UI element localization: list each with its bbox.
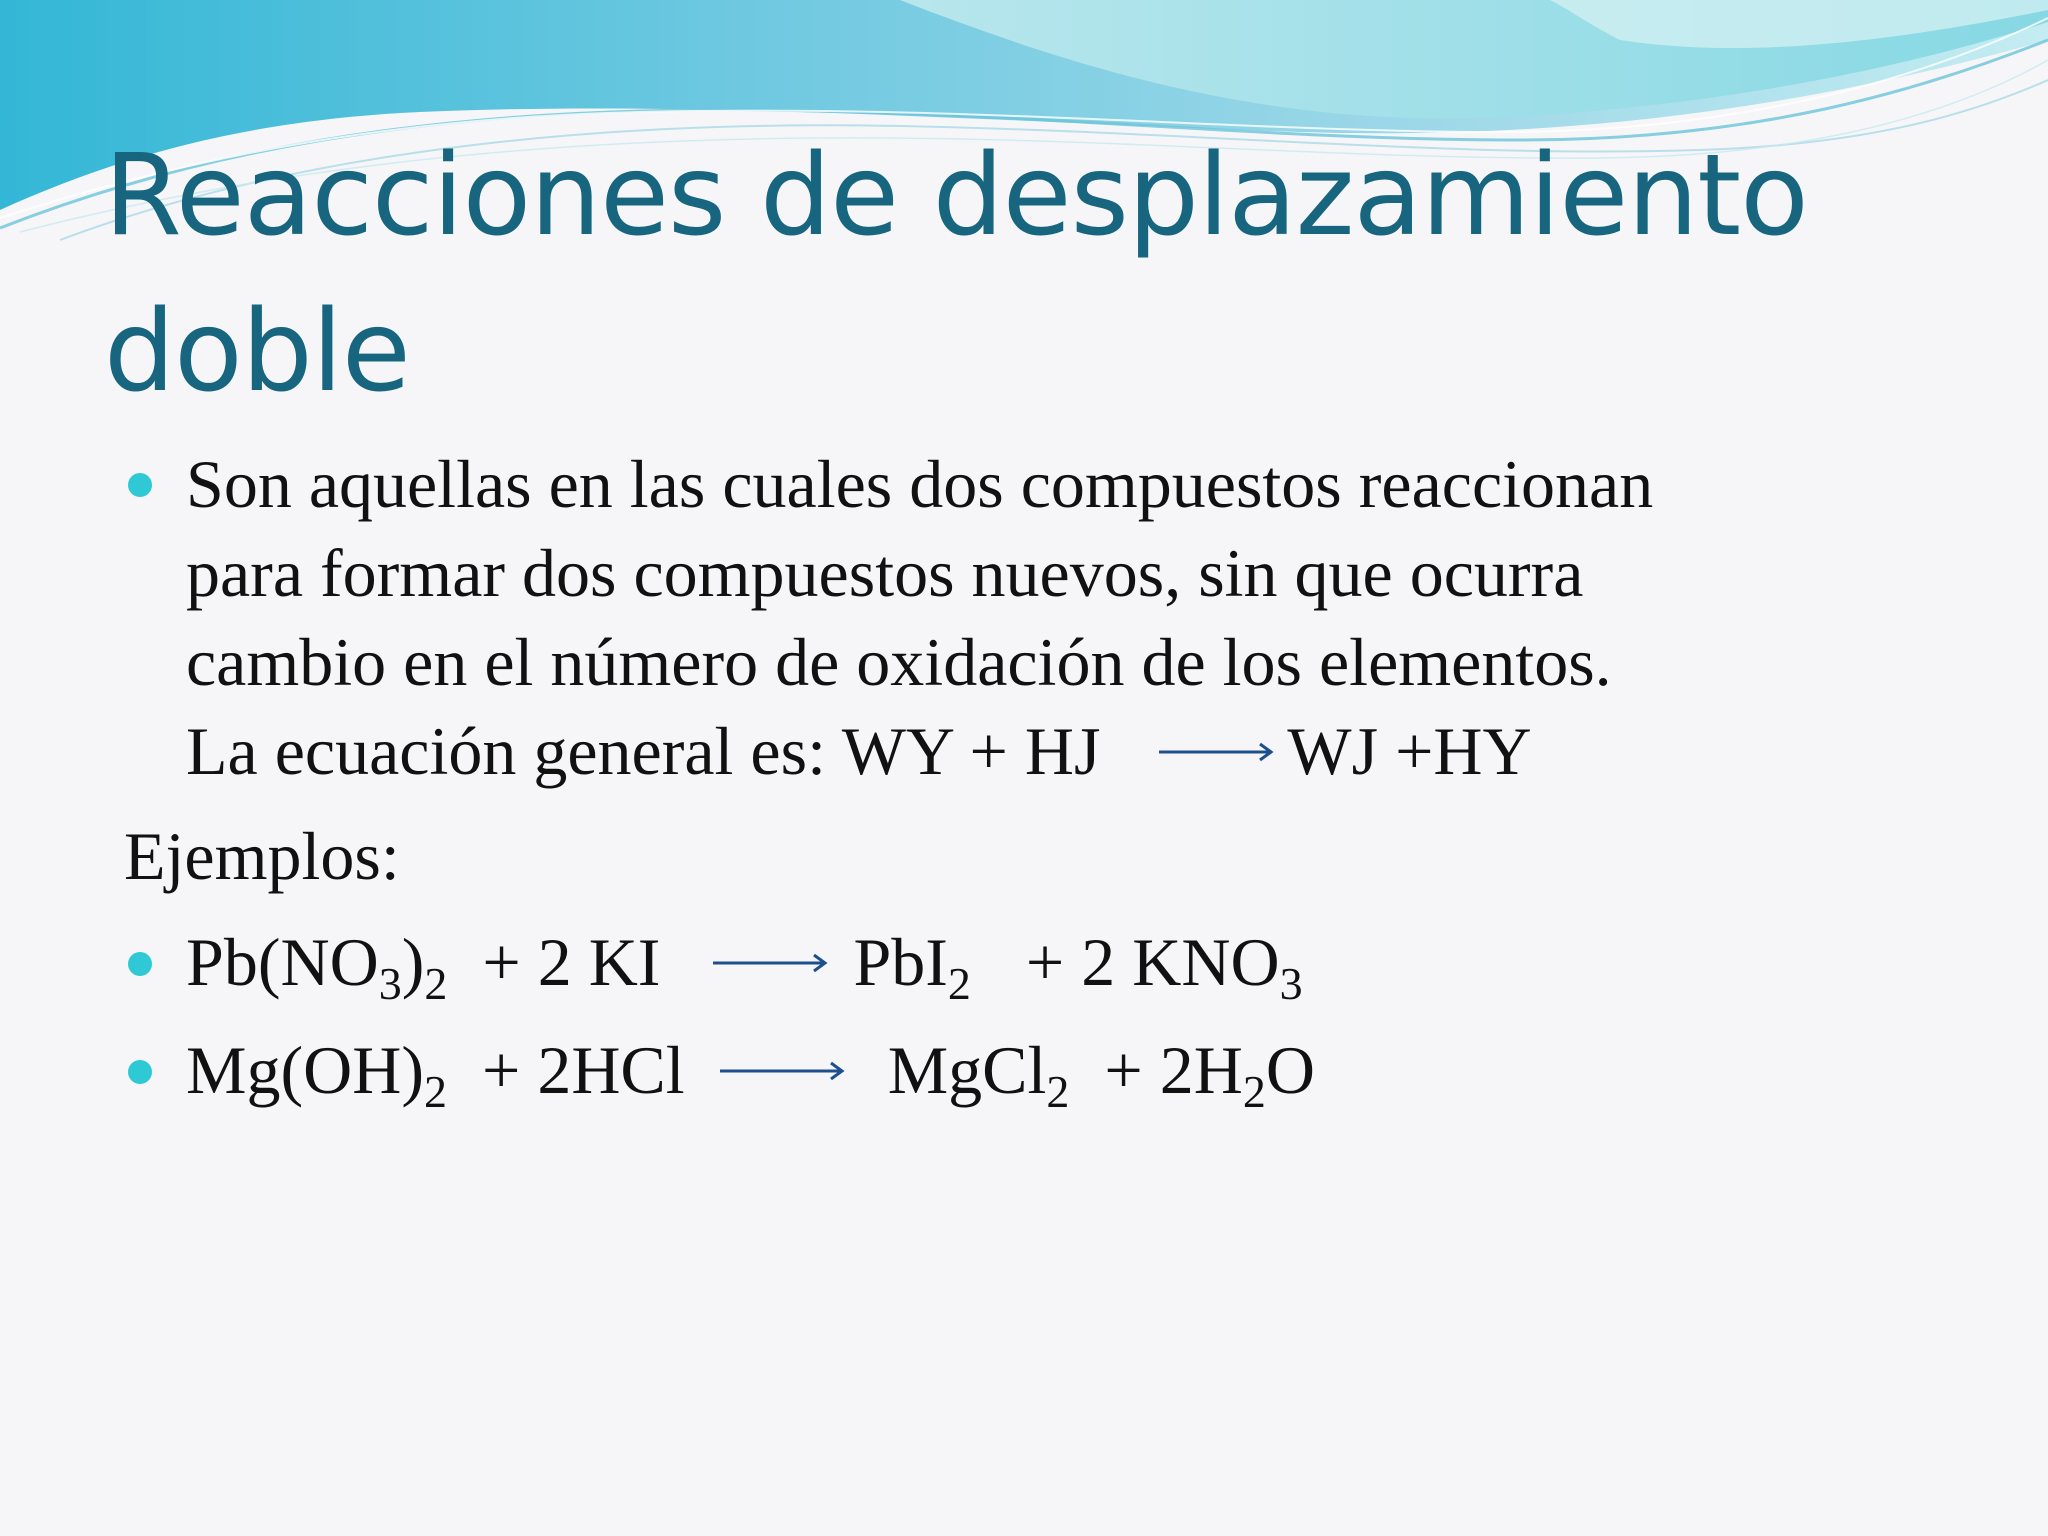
slide-body [124, 440, 1984, 1124]
bullet-dot-icon [128, 952, 152, 976]
general-equation-reactants: La ecuación general es: WY + HJ [186, 713, 1101, 789]
example-equation-2 [124, 1016, 1984, 1124]
ex2-product-2: + $2H_2O$ [1104, 1032, 1315, 1117]
ex2-product-1: MgCl$_2$ [887, 1032, 1070, 1117]
bullet-dot-icon [128, 1060, 152, 1084]
example-equation-1 [124, 908, 1984, 1016]
ex1-product-2: + 2 $KNO_3$ [1025, 924, 1303, 1009]
definition-line-2: para formar dos compuestos nuevos, sin que ocurra [186, 535, 1584, 611]
general-equation-line [186, 707, 1984, 796]
definition-line-3: cambio en el número de oxidación de los elementos. [186, 624, 1612, 700]
slide-title: Reacciones de desplazamiento doble [104, 131, 1808, 417]
reaction-arrow-icon [1157, 740, 1277, 764]
ex1-product-1: PbI$_2$ [853, 924, 971, 1009]
ex2-reactant-1: $Mg(OH)_2$ [186, 1032, 447, 1117]
definition-line-1: Son aquellas en las cuales dos compuestos reaccionan [186, 446, 1654, 522]
examples-label: Ejemplos: [124, 818, 400, 894]
ex1-reactant-2: + 2 KI [482, 924, 661, 1000]
reaction-arrow-icon [711, 951, 831, 975]
ex1-reactant-1: $Pb(NO_3)_2$ [186, 924, 448, 1009]
general-equation-products: WJ +HY [1287, 713, 1532, 789]
bullet-dot-icon [128, 473, 152, 497]
definition-bullet [124, 440, 1984, 796]
ex2-reactant-2: + 2HCl [481, 1032, 685, 1108]
reaction-arrow-icon [718, 1059, 848, 1083]
